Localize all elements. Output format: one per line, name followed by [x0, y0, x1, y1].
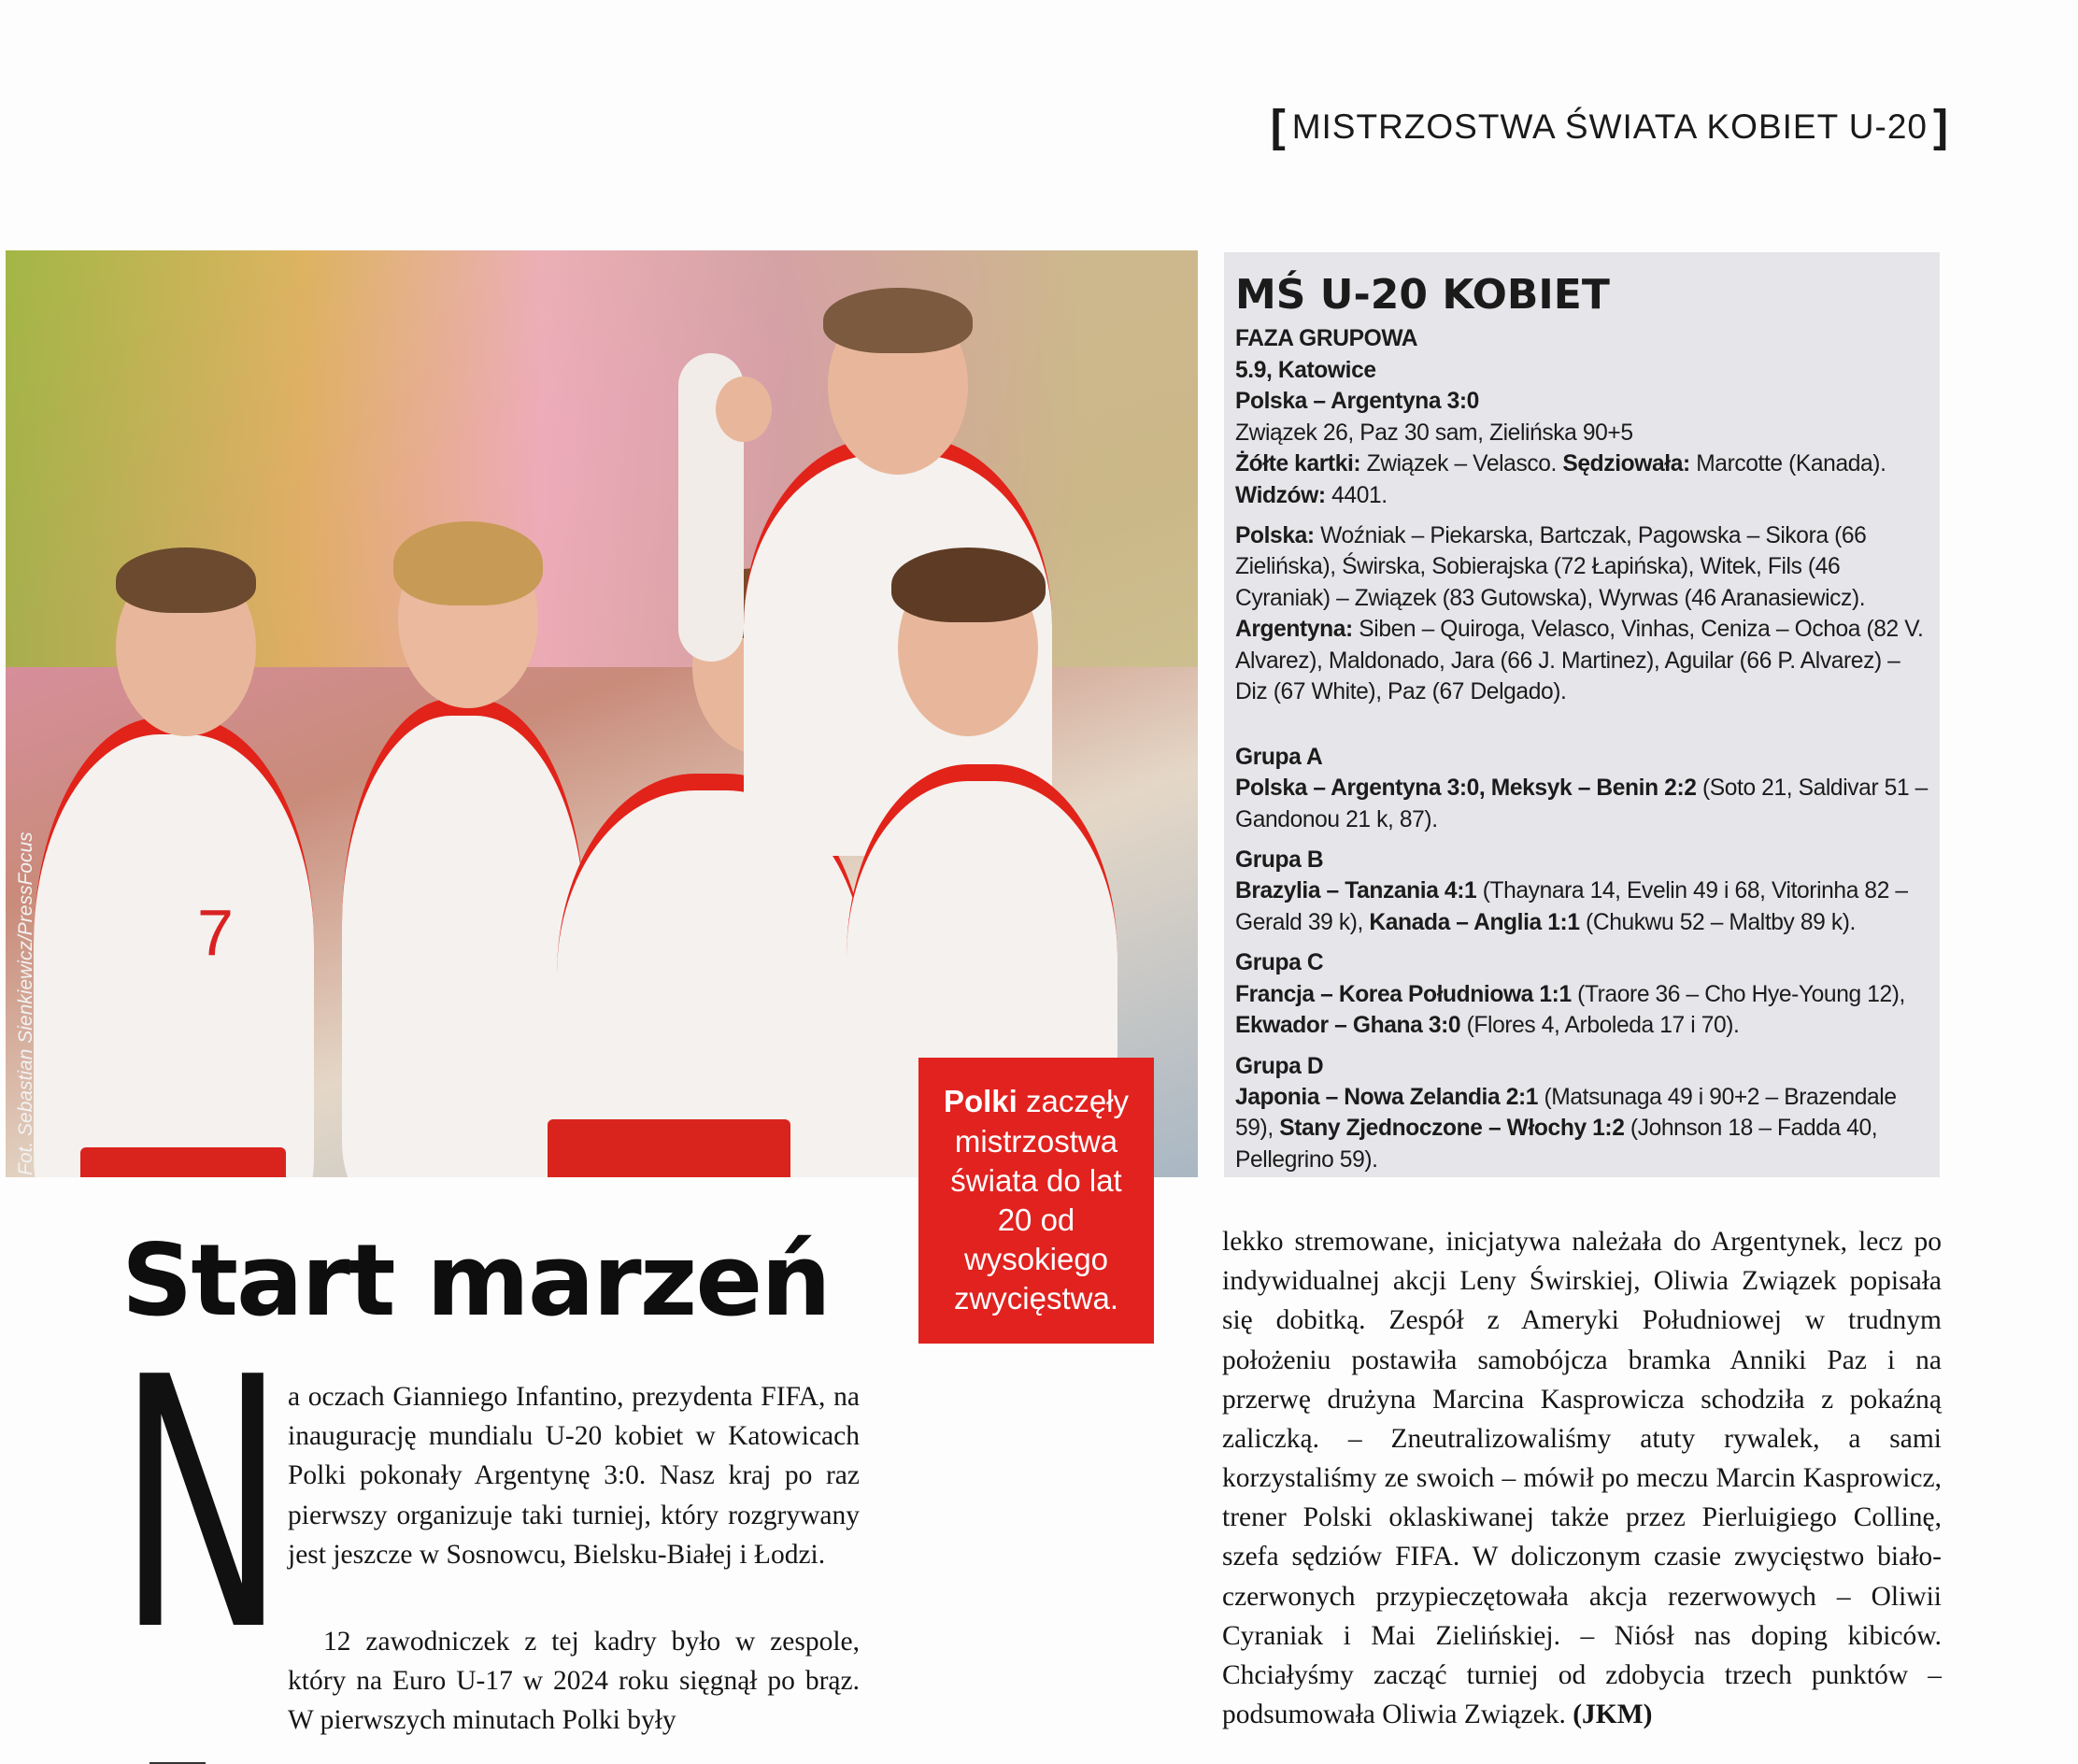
drop-cap: N: [118, 1305, 286, 1707]
player-figure: [34, 718, 314, 1177]
red-shorts: [80, 1147, 286, 1177]
group-match: Japonia – Nowa Zelandia 2:1: [1235, 1085, 1539, 1111]
group-results: [1235, 742, 1929, 1176]
group-name: Grupa C: [1235, 950, 1324, 976]
section-title: MISTRZOSTWA ŚWIATA KOBIET U-20: [1291, 107, 1929, 146]
argentina-label: Argentyna:: [1235, 617, 1353, 643]
paragraph-1: a oczach Gianniego Infantino, prezydenta FIFA, na inaugurację mundialu U-20 kobiet w Katowicach Polki pokonały Argentynę 3:0. Nasz kraj po raz pierwszy organizuje taki turniej, który rozgrywany jest jeszcze w Sosnowcu, Bielsku-Białej i Łodzi.: [288, 1382, 860, 1570]
results-box: [1224, 252, 1940, 1177]
group-match: Francja – Korea Południowa 1:1: [1235, 981, 1572, 1007]
date-venue: 5.9, Katowice: [1235, 357, 1376, 383]
photo-credit: Fot. Sebastian Sienkiewicz/PressFocus: [15, 832, 36, 1175]
group-match-details: (Traore 36 – Cho Hye-Young 12),: [1571, 981, 1905, 1007]
group-results-text: [1235, 773, 1929, 835]
article-column-1: [288, 1377, 860, 1574]
player-hair: [891, 548, 1046, 622]
match-result: Polska – Argentyna 3:0: [1235, 389, 1479, 415]
referee-label: Sędziowała:: [1562, 451, 1690, 477]
group-match-details: (Johnson 18 – Fadda 40, Pellegrino 59).: [1235, 1116, 1878, 1173]
box-title: MŚ U-20 KOBIET: [1235, 271, 1610, 319]
group-name: Grupa D: [1235, 1053, 1324, 1079]
paragraph-3: [1222, 1222, 1942, 1734]
jersey-number: 7: [197, 896, 234, 969]
player-hair: [116, 548, 256, 613]
bracket-right: ]: [1933, 102, 1949, 151]
group-match: Kanada – Anglia 1:1: [1369, 909, 1580, 935]
article-column-1-continued: [288, 1622, 860, 1741]
group-match-details: (Thaynara 14, Evelin 49 i 68, Vitorinha 82 – Gerald 39 k),: [1235, 878, 1908, 935]
attendance-label: Widzów:: [1235, 482, 1326, 508]
paragraph-2: 12 zawodniczek z tej kadry było w zespole, który na Euro U-17 w 2024 roku sięgnął po brąz. W pierwszych minutach Polki były: [288, 1627, 860, 1736]
argentina-players: Siben – Quiroga, Velasco, Vinhas, Ceniza – Ochoa (82 V. Alvarez), Maldonado, Jara (66 J. Martinez), Aguilar (66 P. Alvarez) – Diz (67 White), Paz (67 Delgado).: [1235, 617, 1924, 705]
group-match-details: (Chukwu 52 – Maltby 89 k).: [1579, 909, 1856, 935]
photo-caption: [918, 1058, 1154, 1344]
player-figure: [342, 699, 585, 1177]
group-match: Stany Zjednoczone – Włochy 1:2: [1279, 1116, 1625, 1142]
fist: [716, 377, 772, 442]
group-match-details: (Soto 21, Saldivar 51 – Gandonou 21 k, 87).: [1235, 775, 1928, 832]
red-shorts: [548, 1119, 790, 1177]
group-match-details: (Flores 4, Arboleda 17 i 70).: [1460, 1013, 1740, 1039]
group-name: Grupa A: [1235, 744, 1323, 770]
headline: Start marzeń: [121, 1223, 830, 1338]
argentina-lineup: [1235, 614, 1929, 707]
team-celebration-photo: [6, 250, 1198, 1177]
group-match: Polska – Argentyna 3:0, Meksyk – Benin 2:2: [1235, 775, 1697, 802]
attendance-value: 4401.: [1325, 482, 1388, 508]
caption-bold: Polki: [943, 1084, 1018, 1119]
group-results-text: [1235, 875, 1929, 938]
player-hair: [393, 521, 543, 605]
poland-players: Woźniak – Piekarska, Bartczak, Pagowska – Sikora (66 Zielińska), Świrska, Sobierajska (72 Łapińska), Witek, Fils (46 Cyraniak) – Związek (83 Gutowska), Wyrwas (46 Aranasiewicz).: [1235, 523, 1867, 611]
caption-text: zaczęły mistrzostwa świata do lat 20 od wysokiego zwycięstwa.: [950, 1084, 1130, 1316]
group-results-text: [1235, 979, 1929, 1042]
player-hair: [823, 288, 973, 353]
group-match: Brazylia – Tanzania 4:1: [1235, 878, 1477, 904]
cards-value: Związek – Velasco.: [1360, 451, 1563, 477]
group-match-details: (Matsunaga 49 i 90+2 – Brazendale 59),: [1235, 1085, 1897, 1142]
scorers: Związek 26, Paz 30 sam, Zielińska 90+5: [1235, 420, 1633, 446]
stage-label: FAZA GRUPOWA: [1235, 326, 1418, 352]
group-results-text: [1235, 1082, 1929, 1175]
author-signature: (JKM): [1573, 1700, 1653, 1730]
article-column-2: [1222, 1222, 1942, 1734]
section-tag: [1270, 102, 1949, 151]
match-details: [1235, 448, 1929, 511]
referee-value: Marcotte (Kanada).: [1689, 451, 1886, 477]
cards-label: Żółte kartki:: [1235, 451, 1361, 477]
group-name: Grupa B: [1235, 846, 1324, 873]
poland-lineup: [1235, 520, 1929, 614]
paragraph-3-text: lekko stremowane, inicjatywa należała do Argentynek, lecz po indywidualnej akcji Leny Świrskiej, Oliwia Związek popisała się dobitką. Zespół z Ameryki Południowej w trudnym położeniu postawiła samobójcza bramka Anniki Paz i na przerwę drużyna Marcina Kasprowicza schodziła z pokaźną zaliczką. – Zneutralizowaliśmy atuty rywalek, a sami korzystaliśmy ze swoich – mówił po meczu Marcin Kasprowicz, trener Polski oklaskiwanej także przez Pierluigiego Collinę, szefa sędziów FIFA. W doliczonym czasie zwycięstwo biało-czerwonych przypieczętowała akcja rezerwowych – Oliwii Cyraniak i Mai Zielińskiej. – Niósł nas doping kibiców. Chciałyśmy zacząć turniej od zdobycia trzech punktów – podsumowała Oliwia Związek.: [1222, 1227, 1942, 1730]
group-match: Ekwador – Ghana 3:0: [1235, 1013, 1461, 1039]
poland-label: Polska:: [1235, 523, 1315, 549]
bracket-left: [: [1270, 102, 1287, 151]
